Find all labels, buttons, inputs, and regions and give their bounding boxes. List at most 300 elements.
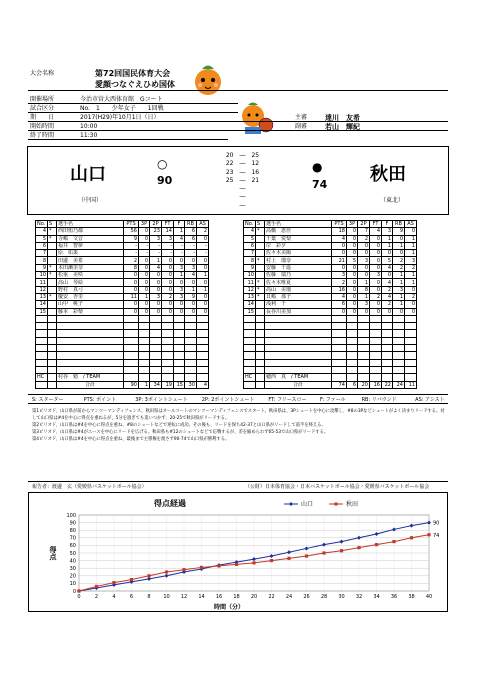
y-tick-label: 90 (69, 520, 76, 527)
x-tick-label: 40 (425, 594, 433, 600)
stat-cell (150, 345, 162, 352)
stat-cell: 0 (139, 286, 150, 293)
player-row (244, 337, 417, 344)
stat-cell (162, 330, 174, 337)
stat-cell: 1 (197, 272, 209, 279)
player-row (36, 279, 209, 286)
stat-cell (358, 352, 370, 359)
reporter: 報告者：渡邊 玄（愛媛県バスケットボール協会） (32, 484, 147, 490)
stat-cell: 0 (332, 242, 347, 249)
stat-cell (174, 315, 185, 322)
data-point (270, 559, 273, 562)
stat-cell (370, 352, 382, 359)
stat-cell (48, 308, 57, 315)
stat-cell (370, 330, 382, 337)
stat-cell (405, 345, 417, 352)
stats-legend (32, 396, 455, 403)
end-label: 終了時間 (30, 132, 55, 139)
y-tick-label: 30 (69, 566, 76, 572)
data-point (252, 561, 255, 564)
stat-cell: 0 (347, 228, 358, 235)
stat-cell: 15 (244, 308, 256, 315)
stat-cell (124, 345, 139, 352)
stat-cell (48, 352, 57, 359)
home-stats-table-wrap (35, 220, 209, 389)
total-cell: 16 (370, 381, 382, 388)
stat-cell: 0 (370, 308, 382, 315)
stat-cell: 1 (393, 272, 405, 279)
stat-cell: 3 (405, 257, 417, 264)
stat-cell: 0 (139, 279, 150, 286)
stat-cell (197, 315, 209, 322)
game-no-label: 試合区分 (30, 105, 55, 112)
stat-cell (244, 330, 256, 337)
legend-label: 山口 (301, 501, 314, 508)
stat-cell: 14 (162, 228, 174, 235)
stat-cell: 0 (347, 279, 358, 286)
column-header: PTS (124, 221, 139, 228)
stat-cell (139, 359, 150, 366)
data-point (77, 589, 80, 592)
stat-cell (265, 330, 332, 337)
player-row (244, 293, 417, 300)
stat-cell (48, 323, 57, 330)
player-row (36, 315, 209, 322)
stat-cell: - (162, 242, 174, 249)
stat-cell (124, 366, 139, 373)
total-cell: 11 (405, 381, 417, 388)
stat-cell (265, 366, 332, 373)
stat-cell: * (48, 272, 57, 279)
stat-cell: 0 (197, 264, 209, 271)
stat-cell: 0 (162, 279, 174, 286)
stat-cell (393, 323, 405, 330)
stat-cell (256, 301, 265, 308)
stat-cell (265, 359, 332, 366)
stat-cell: 4 (332, 293, 347, 300)
stat-cell (244, 337, 256, 344)
stat-cell: 1 (405, 279, 417, 286)
data-point (200, 566, 203, 569)
stat-cell: 5 (382, 257, 393, 264)
stat-cell: 14 (244, 301, 256, 308)
series-end-label: 74 (433, 532, 440, 539)
start-label: 開始時間 (30, 123, 55, 130)
stat-cell: 4 (36, 228, 48, 235)
y-tick-label: 70 (69, 535, 76, 542)
stat-cell: * (48, 293, 57, 300)
player-row (36, 257, 209, 264)
stat-cell (244, 315, 256, 322)
stat-cell (197, 359, 209, 366)
data-point (147, 577, 151, 581)
stat-cell: 0 (174, 257, 185, 264)
stat-cell: 0 (405, 308, 417, 315)
stat-cell: - (197, 242, 209, 249)
stat-cell: - (124, 242, 139, 249)
legend-2p: 2P: 2ポイントシュート (201, 397, 255, 403)
stat-cell: 貝嶋 那子 (265, 293, 332, 300)
stat-cell: 安藤 千遥 (265, 264, 332, 271)
stat-cell: 0 (197, 301, 209, 308)
x-tick-label: 38 (408, 594, 415, 600)
x-tick-label: 2 (94, 594, 99, 600)
data-point (427, 521, 431, 525)
table-header-row (244, 221, 417, 228)
stat-cell: 1 (393, 242, 405, 249)
stat-cell (174, 359, 185, 366)
date: 2017(H29)年10月1日（日） (80, 114, 160, 121)
stat-cell: 本田瀬里奈 (57, 264, 124, 271)
stat-cell (256, 272, 265, 279)
data-point (322, 543, 326, 547)
overtime-score-3: ― (239, 201, 246, 209)
stat-cell: 4 (174, 235, 185, 242)
x-tick-label: 20 (250, 594, 258, 600)
stat-cell (48, 279, 57, 286)
stat-cell: 寺嶋 文音 (57, 235, 124, 242)
player-row (36, 272, 209, 279)
legend-foul: F: ファール (319, 397, 346, 403)
player-row (244, 279, 417, 286)
stat-cell: 8 (36, 257, 48, 264)
y-axis-label: 得点 (49, 546, 57, 560)
total-cell: 6 (347, 381, 358, 388)
stat-cell (124, 315, 139, 322)
stat-cell: 0 (185, 279, 197, 286)
player-row (36, 366, 209, 373)
stat-cell: 0 (139, 272, 150, 279)
stat-cell: 0 (405, 301, 417, 308)
stat-cell: 9 (36, 264, 48, 271)
stat-cell: 6 (244, 242, 256, 249)
stat-cell: 3 (162, 235, 174, 242)
stat-cell (405, 337, 417, 344)
stat-cell (36, 330, 48, 337)
stat-cell: 10 (36, 272, 48, 279)
stat-cell (48, 337, 57, 344)
stat-cell (139, 352, 150, 359)
x-tick-label: 8 (147, 594, 151, 600)
stat-cell (382, 337, 393, 344)
stat-cell: 13 (244, 293, 256, 300)
stat-cell: 3 (174, 264, 185, 271)
player-row (36, 352, 209, 359)
stat-cell: 8 (124, 264, 139, 271)
total-cell: 34 (150, 381, 162, 388)
stat-cell: 長谷川美加 (265, 308, 332, 315)
stat-cell: 0 (139, 308, 150, 315)
stat-cell: 0 (347, 308, 358, 315)
table-header-row (36, 221, 209, 228)
column-header: RB (185, 221, 197, 228)
stat-cell (150, 352, 162, 359)
stat-cell: 0 (139, 264, 150, 271)
report-line-4: 第3ピリオド、山口県は#4がエースを中心にリードを広げる。秋田県も#12のシュートなどで応戦するが、差を縮められず65-53で山口県がリードする。 (32, 430, 329, 435)
stat-cell: - (174, 242, 185, 249)
player-row (36, 345, 209, 352)
stat-cell: 4 (332, 235, 347, 242)
stat-cell: 1 (150, 257, 162, 264)
stat-cell (405, 315, 417, 322)
overtime-score-1: ― (239, 185, 246, 193)
stat-cell: 1 (393, 293, 405, 300)
stat-cell (48, 286, 57, 293)
stat-cell (36, 345, 48, 352)
stat-cell: 0 (162, 301, 174, 308)
stat-cell (124, 359, 139, 366)
stat-cell: * (256, 279, 265, 286)
quarter-score-1: 20 ― 25 (225, 152, 260, 159)
player-row (36, 242, 209, 249)
stat-cell: 0 (185, 308, 197, 315)
stat-cell (150, 330, 162, 337)
stat-cell: 0 (370, 250, 382, 257)
stat-cell (244, 359, 256, 366)
stat-cell (405, 323, 417, 330)
stat-cell (265, 345, 332, 352)
player-row (36, 308, 209, 315)
stat-cell (124, 337, 139, 344)
stat-cell (382, 366, 393, 373)
data-point (340, 549, 343, 552)
stat-cell (347, 337, 358, 344)
tournament-label: 大会名称 (30, 70, 55, 77)
stat-cell: 2 (393, 257, 405, 264)
stat-cell (358, 315, 370, 322)
stat-cell (162, 366, 174, 373)
stat-cell: 0 (332, 264, 347, 271)
end-time: 11:30 (80, 132, 98, 139)
stat-cell: 0 (370, 257, 382, 264)
stat-cell: - (124, 250, 139, 257)
data-point (340, 540, 344, 544)
stat-cell: 1 (382, 242, 393, 249)
player-row (36, 286, 209, 293)
stat-cell: 3 (174, 293, 185, 300)
player-row (244, 257, 417, 264)
stat-cell (265, 323, 332, 330)
stat-cell (244, 323, 256, 330)
start-time: 10:00 (80, 123, 98, 130)
total-cell: 1 (139, 381, 150, 388)
stat-cell: 4 (185, 272, 197, 279)
stat-cell (265, 352, 332, 359)
hc-name: 村谷 勉 / TEAM (57, 374, 124, 381)
stat-cell: 4 (382, 279, 393, 286)
stat-cell (197, 366, 209, 373)
stat-cell: 0 (332, 250, 347, 257)
stat-cell (370, 315, 382, 322)
stat-cell: 0 (405, 228, 417, 235)
data-point (182, 568, 185, 571)
stat-cell (174, 330, 185, 337)
player-row (244, 366, 417, 373)
legend-rebound: RB: リバウンド (361, 397, 397, 403)
legend-label: 秋田 (346, 501, 359, 508)
stat-cell: 0 (162, 257, 174, 264)
data-point (357, 536, 361, 540)
player-row (36, 323, 209, 330)
hc-name: 穂西 真 / TEAM (265, 374, 332, 381)
stat-cell: 0 (150, 279, 162, 286)
stat-cell (256, 337, 265, 344)
stat-cell (256, 242, 265, 249)
stat-cell (139, 366, 150, 373)
stat-cell (332, 330, 347, 337)
column-header: 選手名 (57, 221, 124, 228)
total-row (244, 381, 417, 388)
stat-cell (48, 257, 57, 264)
stat-cell: - (185, 250, 197, 257)
stat-cell: 0 (174, 279, 185, 286)
player-row (244, 301, 417, 308)
player-row (36, 301, 209, 308)
stat-cell (347, 359, 358, 366)
stat-cell: 0 (358, 272, 370, 279)
stat-cell: 慶安 杏里 (57, 293, 124, 300)
stat-cell: 2 (393, 264, 405, 271)
stat-cell: 0 (358, 264, 370, 271)
player-row (244, 345, 417, 352)
stat-cell: 千葉 愛梨 (265, 235, 332, 242)
head-coach-row (244, 374, 417, 381)
total-label: 合計 (265, 381, 332, 388)
stat-cell: 6 (36, 242, 48, 249)
stat-cell (332, 359, 347, 366)
stat-cell (256, 345, 265, 352)
stat-cell (57, 330, 124, 337)
stat-cell: 0 (139, 228, 150, 235)
stat-cell (347, 315, 358, 322)
report-line-2: して山口県は#4を中心に得点を重ねるが、5分を過ぎても追いつかず、20-25で秋田県がリードする。 (32, 416, 230, 421)
x-tick-label: 6 (129, 594, 134, 600)
stat-cell: 2 (370, 293, 382, 300)
stat-cell (139, 345, 150, 352)
stat-cell (57, 352, 124, 359)
y-tick-label: 10 (69, 581, 76, 588)
stat-cell: * (256, 286, 265, 293)
data-point (357, 546, 360, 549)
stat-cell (197, 330, 209, 337)
player-row (244, 315, 417, 322)
x-tick-label: 28 (320, 594, 328, 600)
stat-cell (48, 366, 57, 373)
stat-cell: 1 (405, 272, 417, 279)
data-point (147, 574, 150, 577)
stat-cell: 0 (185, 301, 197, 308)
data-point (112, 581, 115, 584)
stat-cell: 浅利 千 (265, 301, 332, 308)
player-row (36, 228, 209, 235)
column-header: F (382, 221, 393, 228)
legend-assist: AS: アシスト (415, 397, 445, 403)
stat-cell: 8 (358, 286, 370, 293)
data-point (305, 546, 309, 550)
stat-cell: 8 (244, 257, 256, 264)
stat-cell (256, 235, 265, 242)
stat-cell: 0 (405, 286, 417, 293)
stat-cell: 0 (370, 301, 382, 308)
stat-cell: * (256, 293, 265, 300)
total-cell: 19 (162, 381, 174, 388)
stat-cell: 藤本 彩楽 (57, 308, 124, 315)
player-row (36, 337, 209, 344)
player-row (36, 359, 209, 366)
stat-cell: 2 (405, 264, 417, 271)
stat-cell: 0 (124, 301, 139, 308)
stat-cell: - (139, 242, 150, 249)
stat-cell: 3 (358, 257, 370, 264)
mascot-icon (188, 60, 228, 100)
stat-cell: 3 (393, 286, 405, 293)
player-row (244, 359, 417, 366)
stat-cell: 2 (197, 228, 209, 235)
stat-cell (370, 359, 382, 366)
stat-cell (382, 330, 393, 337)
stat-cell: 0 (347, 293, 358, 300)
player-row (244, 235, 417, 242)
total-cell: 30 (185, 381, 197, 388)
stat-cell: - (174, 250, 185, 257)
stat-cell (256, 366, 265, 373)
stat-cell (244, 366, 256, 373)
stat-cell: 11 (36, 279, 48, 286)
stat-cell (197, 323, 209, 330)
stat-cell (124, 323, 139, 330)
column-header: FT (162, 221, 174, 228)
player-row (244, 250, 417, 257)
stat-cell (150, 323, 162, 330)
stat-cell: 21 (332, 257, 347, 264)
stat-cell: 6 (185, 228, 197, 235)
stat-cell (332, 315, 347, 322)
stat-cell: - (162, 250, 174, 257)
stat-cell: 1 (197, 286, 209, 293)
x-tick-label: 26 (303, 594, 310, 600)
away-loss-mark: ● (312, 160, 323, 174)
stat-cell: 村上 瑠奈 (265, 257, 332, 264)
stat-cell (174, 345, 185, 352)
stat-cell: 原 佑果 (57, 250, 124, 257)
stat-cell: 0 (358, 308, 370, 315)
stat-cell (150, 337, 162, 344)
legend-marker (335, 503, 338, 506)
stat-cell: 0 (370, 279, 382, 286)
stat-cell (256, 330, 265, 337)
stat-cell: 0 (150, 308, 162, 315)
stat-cell: 0 (124, 272, 139, 279)
stat-cell (57, 323, 124, 330)
stat-cell: 5 (347, 257, 358, 264)
stat-cell (185, 345, 197, 352)
stat-cell: 11 (244, 279, 256, 286)
stat-cell: 髙山 美瑠 (265, 286, 332, 293)
data-point (165, 570, 168, 573)
home-team-name: 山口 (70, 164, 106, 185)
stat-cell (382, 352, 393, 359)
chief-name: 達川 友希 (325, 114, 360, 122)
stat-cell (139, 330, 150, 337)
stat-cell (370, 345, 382, 352)
stat-cell (57, 315, 124, 322)
stat-cell (185, 330, 197, 337)
x-tick-label: 4 (112, 594, 116, 600)
data-point (410, 536, 413, 539)
stat-cell: 3 (185, 264, 197, 271)
stat-cell: 0 (197, 279, 209, 286)
stat-cell (57, 345, 124, 352)
